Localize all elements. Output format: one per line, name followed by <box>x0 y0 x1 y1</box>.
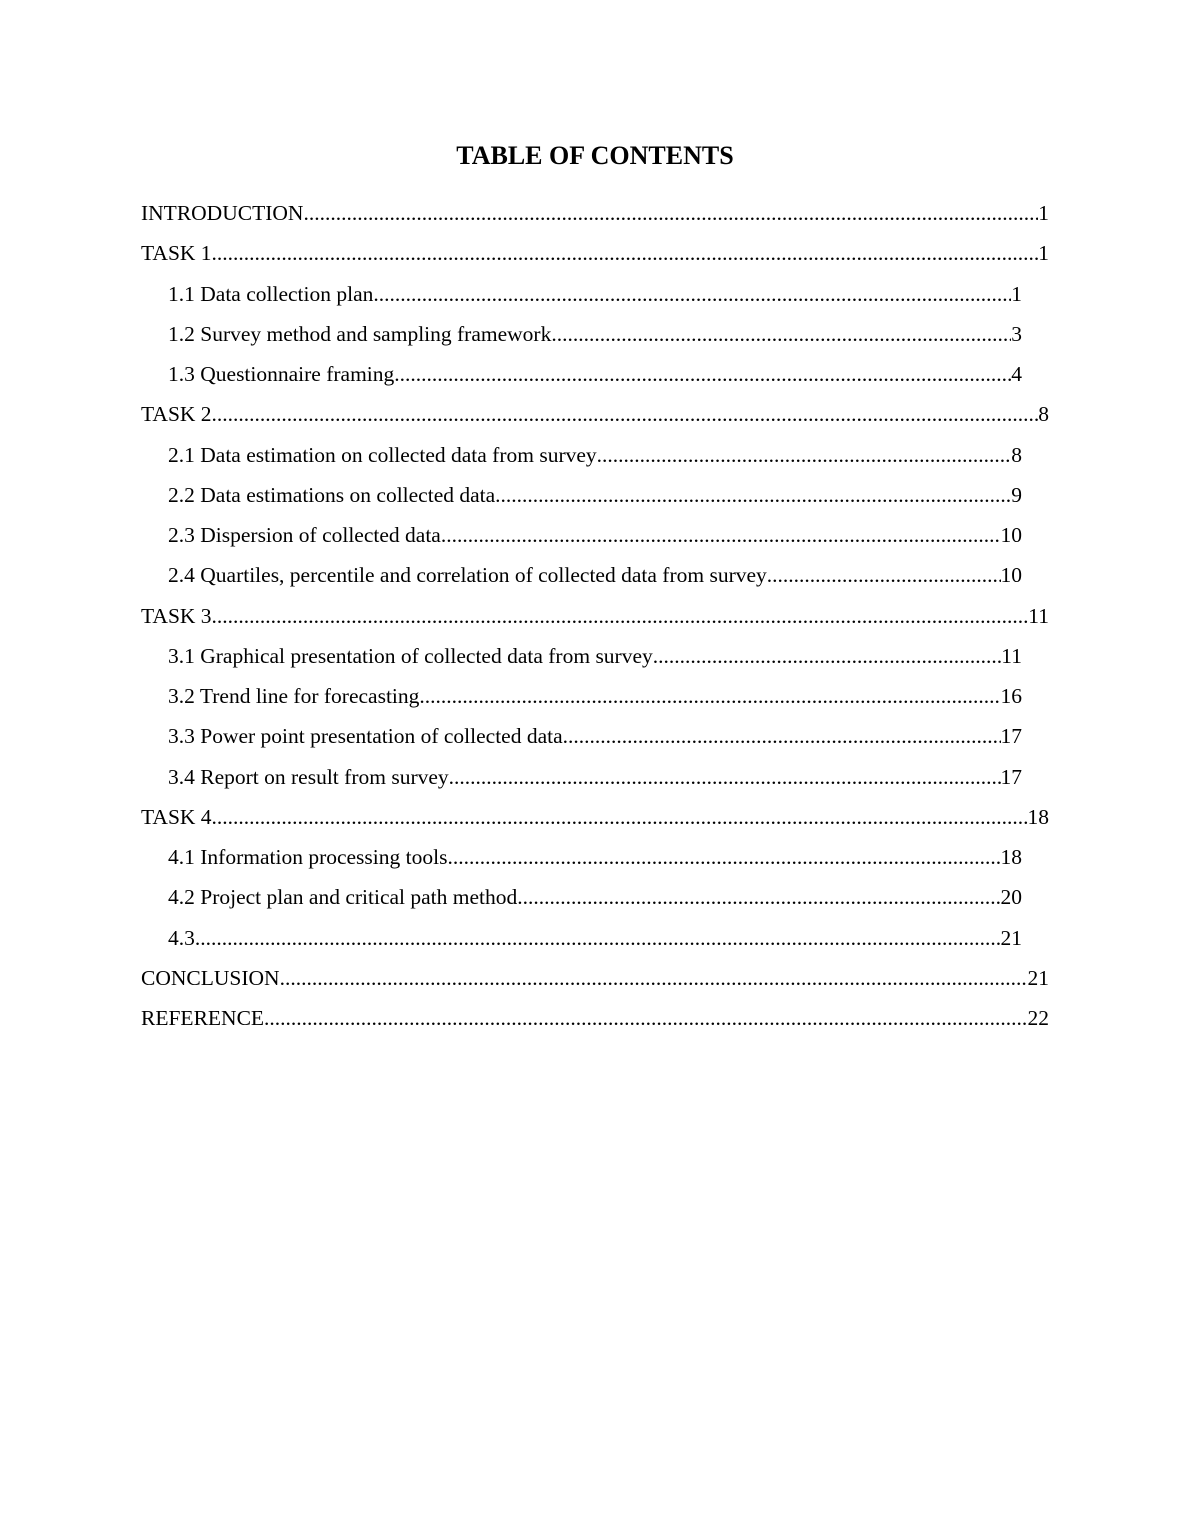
toc-entry[interactable] <box>141 596 1049 636</box>
toc-entry-page-number: 18 <box>1027 805 1049 829</box>
toc-entry-title: TASK 3 <box>141 604 212 628</box>
toc-entry-page-number: 11 <box>1028 604 1049 628</box>
toc-entry[interactable] <box>141 797 1049 837</box>
toc-entry[interactable] <box>168 274 1022 314</box>
toc-entry-page-number: 8 <box>1011 443 1022 467</box>
toc-entry[interactable] <box>168 676 1022 716</box>
toc-entry[interactable] <box>168 918 1022 958</box>
toc-dot-leader <box>551 314 1011 354</box>
toc-title: TABLE OF CONTENTS <box>456 141 734 170</box>
toc-entry-page-number: 10 <box>1000 523 1022 547</box>
toc-entry-page-number: 21 <box>1000 926 1022 950</box>
toc-entry[interactable] <box>168 716 1022 756</box>
toc-entry-title: REFERENCE <box>141 1006 265 1030</box>
toc-entry-title: 1.2 Survey method and sampling framework <box>168 322 552 346</box>
toc-dot-leader <box>563 716 1001 756</box>
toc-entry[interactable] <box>168 837 1022 877</box>
toc-entry[interactable] <box>168 354 1022 394</box>
toc-entry-title: TASK 4 <box>141 805 212 829</box>
toc-entry-page-number: 17 <box>1000 724 1022 748</box>
toc-dot-leader <box>447 837 1000 877</box>
toc-entry-title: 2.1 Data estimation on collected data from survey <box>168 443 597 467</box>
toc-entry[interactable] <box>168 475 1022 515</box>
toc-dot-leader <box>195 918 1001 958</box>
toc-dot-leader <box>212 394 1039 434</box>
toc-entry-title: 1.1 Data collection plan <box>168 282 374 306</box>
toc-entry-title: 2.3 Dispersion of collected data <box>168 523 441 547</box>
toc-dot-leader <box>373 274 1011 314</box>
toc-entry-page-number: 3 <box>1011 322 1022 346</box>
toc-entry[interactable] <box>141 193 1049 233</box>
toc-dot-leader <box>495 475 1011 515</box>
toc-dot-leader <box>264 998 1027 1038</box>
toc-entry[interactable] <box>141 958 1049 998</box>
toc-entry-page-number: 4 <box>1011 362 1022 386</box>
toc-entry-title: 3.1 Graphical presentation of collected data from survey <box>168 644 653 668</box>
toc-entry-page-number: 18 <box>1000 845 1022 869</box>
toc-dot-leader <box>280 958 1028 998</box>
toc-entry[interactable] <box>141 998 1049 1038</box>
toc-dot-leader <box>212 233 1039 273</box>
toc-dot-leader <box>394 354 1011 394</box>
toc-entry-title: CONCLUSION <box>141 966 280 990</box>
toc-entry[interactable] <box>168 435 1022 475</box>
toc-entry-title: INTRODUCTION <box>141 201 304 225</box>
toc-entry[interactable] <box>141 233 1049 273</box>
toc-entry-page-number: 22 <box>1027 1006 1049 1030</box>
toc-dot-leader <box>517 877 1000 917</box>
toc-entry-page-number: 11 <box>1001 644 1022 668</box>
toc-dot-leader <box>212 596 1029 636</box>
toc-entry-title: 3.3 Power point presentation of collected data <box>168 724 563 748</box>
toc-entry-title: 2.4 Quartiles, percentile and correlation of collected data from survey <box>168 563 767 587</box>
toc-dot-leader <box>212 797 1028 837</box>
toc-entry-page-number: 1 <box>1038 241 1049 265</box>
toc-entry-page-number: 21 <box>1027 966 1049 990</box>
toc-entry[interactable] <box>168 877 1022 917</box>
toc-entry-page-number: 20 <box>1000 885 1022 909</box>
toc-entry[interactable] <box>168 636 1022 676</box>
toc-entry-title: TASK 2 <box>141 402 212 426</box>
toc-dot-leader <box>303 193 1038 233</box>
toc-entry-page-number: 1 <box>1011 282 1022 306</box>
toc-entry-title: 3.2 Trend line for forecasting <box>168 684 420 708</box>
toc-dot-leader <box>449 757 1001 797</box>
toc-entry-title: 1.3 Questionnaire framing <box>168 362 395 386</box>
toc-dot-leader <box>767 555 1001 595</box>
toc-dot-leader <box>597 435 1012 475</box>
toc-entry[interactable] <box>168 757 1022 797</box>
toc-entry-title: 2.2 Data estimations on collected data <box>168 483 496 507</box>
toc-entry[interactable] <box>168 515 1022 555</box>
toc-entry[interactable] <box>141 394 1049 434</box>
toc-dot-leader <box>419 676 1000 716</box>
toc-entry-page-number: 1 <box>1038 201 1049 225</box>
toc-entry-title: 4.2 Project plan and critical path method <box>168 885 518 909</box>
toc-entry-title: TASK 1 <box>141 241 212 265</box>
toc-entry-title: 4.3 <box>168 926 195 950</box>
toc-entry-title: 4.1 Information processing tools <box>168 845 448 869</box>
toc-entry[interactable] <box>168 314 1022 354</box>
toc-dot-leader <box>441 515 1001 555</box>
toc-entry-title: 3.4 Report on result from survey <box>168 765 449 789</box>
toc-entry-page-number: 16 <box>1000 684 1022 708</box>
toc-entry-page-number: 9 <box>1011 483 1022 507</box>
toc-entry-page-number: 10 <box>1000 563 1022 587</box>
toc-entry-page-number: 8 <box>1038 402 1049 426</box>
toc-entry[interactable] <box>168 555 1022 595</box>
toc-entry-page-number: 17 <box>1000 765 1022 789</box>
toc-dot-leader <box>653 636 1002 676</box>
